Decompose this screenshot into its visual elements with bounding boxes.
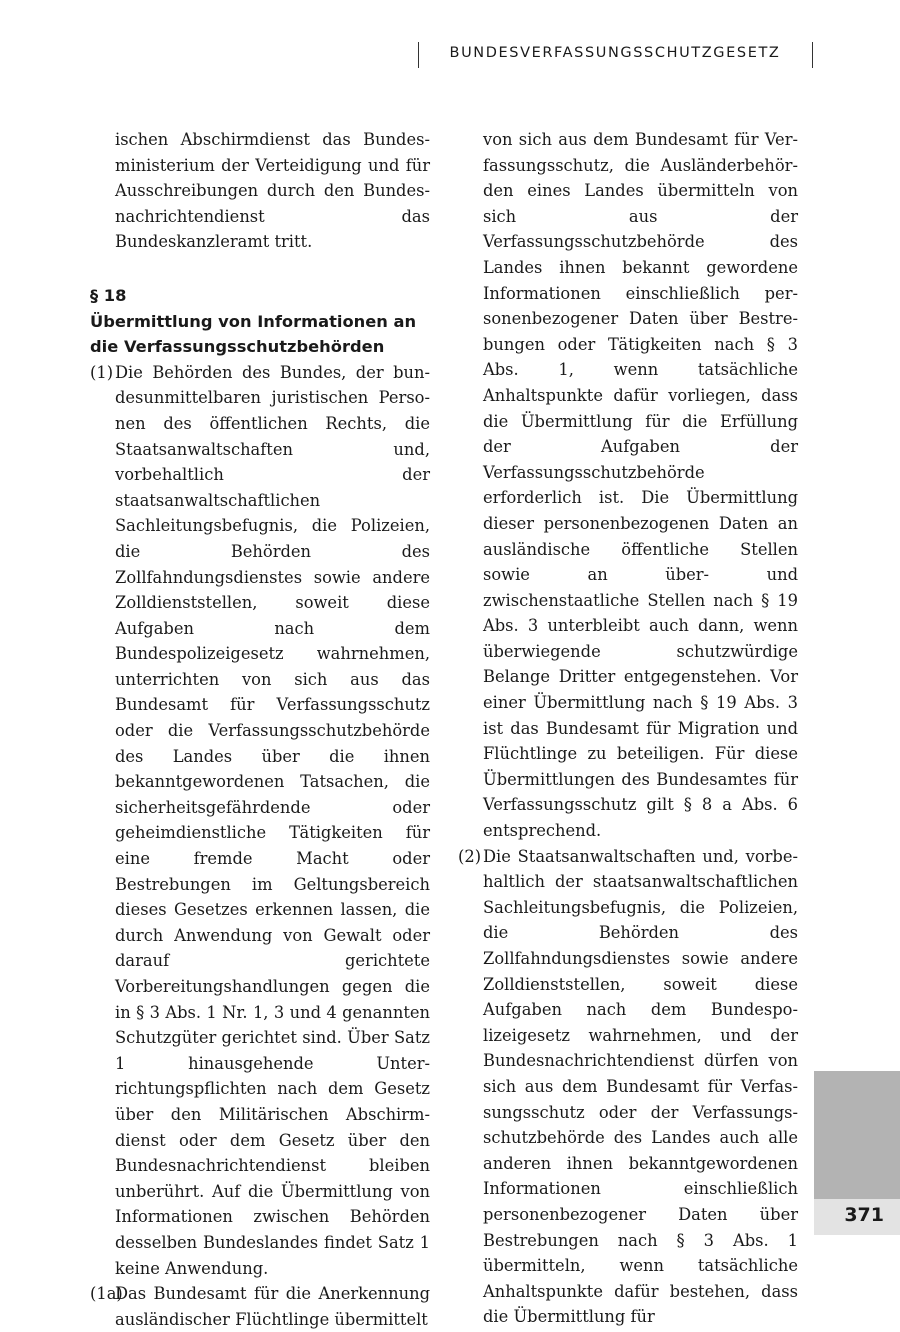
paragraph-label: (1) (90, 362, 114, 382)
right-column (458, 127, 798, 1330)
paragraph-label: (1a) (90, 1284, 123, 1304)
running-head: BUNDESVERFASSUNGSSCHUTZGESETZ (449, 45, 781, 61)
section-number: § 18 (90, 285, 127, 305)
paragraph-label: (2) (458, 846, 482, 866)
thumb-index-tab (814, 1071, 900, 1199)
paragraph-1a (90, 1281, 430, 1332)
paragraph-2 (458, 844, 798, 1330)
continuation-text: von sich aus dem Bundesamt für Verfassungsschutz, die Ausländerbehörden eines Landes übermitteln von sich aus der Verfassungsschutzbehörde des Landes ihnen bekannt gewordene Informationen einschließlich personenbezogener Daten über Bestrebungen oder Tätigkeiten nach § 3 Abs. 1, wenn tatsächliche Anhaltspunkte dafür vorliegen, dass die Übermittlung für die Erfüllung der Aufgaben der Verfassungsschutzbehörde erforderlich ist. Die Übermittlung dieser personenbezogenen Daten an ausländische öffentliche Stellen sowie an über- und zwischenstaatliche Stellen nach § 19 Abs. 3 unterbleibt auch dann, wenn überwiegende schutzwürdige Belange Dritter entgegenstehen. Vor einer Übermittlung nach § 19 Abs. 3 ist das Bundesamt für Migration und Flüchtlinge zu beteiligen. Für diese Übermittlungen des Bundesamtes für Verfassungsschutz gilt § 8 a Abs. 6 entsprechend. (483, 130, 798, 841)
page-number: 371 (844, 1204, 884, 1226)
continuation-text: ischen Abschirmdienst das Bundesministerium der Verteidigung und für Ausschreibungen durch den Bundesnachrichtendienst das Bundeskanzleramt tritt. (115, 130, 430, 252)
paragraph-1 (90, 360, 430, 1281)
paragraph-text: Das Bundesamt für die Anerkennung ausländischer Flüchtlinge übermittelt (115, 1284, 430, 1329)
left-column (90, 127, 430, 1332)
paragraph-text: Die Behörden des Bundes, der bundesunmittelbaren juristischen Personen des öffentlichen Rechts, die Staatsanwaltschaften und, vorbehaltlich der staatsanwaltschaftlichen Sachleitungsbefugnis, die Polizeien, die Behörden des Zollfahndungsdienstes sowie andere Zolldienststellen, soweit diese Aufgaben nach dem Bundespolizeigesetz wahrnehmen, unterrichten von sich aus das Bundesamt für Verfassungsschutz oder die Verfassungsschutzbehörde des Landes über die ihnen bekanntgewordenen Tatsachen, die sicherheitsgefährdende oder geheimdienstliche Tätigkeiten für eine fremde Macht oder Bestrebungen im Geltungsbereich dieses Gesetzes erkennen lassen, die durch Anwendung von Gewalt oder darauf gerichtete Vorbereitungshandlungen gegen die in § 3 Abs. 1 Nr. 1, 3 und 4 genannten Schutzgüter gerichtet sind. Über Satz 1 hinausgehende Unterrichtungspflichten nach dem Gesetz über den Militärischen Abschirmdienst oder dem Gesetz über den Bundesnachrichtendienst bleiben unberührt. Auf die Übermittlung von Informationen zwischen Behörden desselben Bundeslandes findet Satz 1 keine Anwendung. (115, 362, 430, 1278)
header-divider-right (812, 42, 813, 68)
section-title: Übermittlung von Informationen an die Verfassungsschutzbehörden (90, 311, 417, 357)
paragraph-text: Die Staatsanwaltschaften und, vorbehaltlich der staatsanwaltschaftlichen Sachleitungsbefugnis, die Polizeien, die Behörden des Zollfahndungsdienstes sowie andere Zolldienststellen, soweit diese Aufgaben nach dem Bundespolizeigesetz wahrnehmen, und der Bundesnachrichtendienst dürfen von sich aus dem Bundesamt für Verfassungsschutz oder der Verfassungsschutzbehörde des Landes auch alle anderen ihnen bekanntgewordenen Informationen einschließlich personenbezogener Daten über Bestrebungen nach § 3 Abs. 1 übermitteln, wenn tatsächliche Anhaltspunkte dafür bestehen, dass die Übermittlung für (483, 846, 798, 1327)
